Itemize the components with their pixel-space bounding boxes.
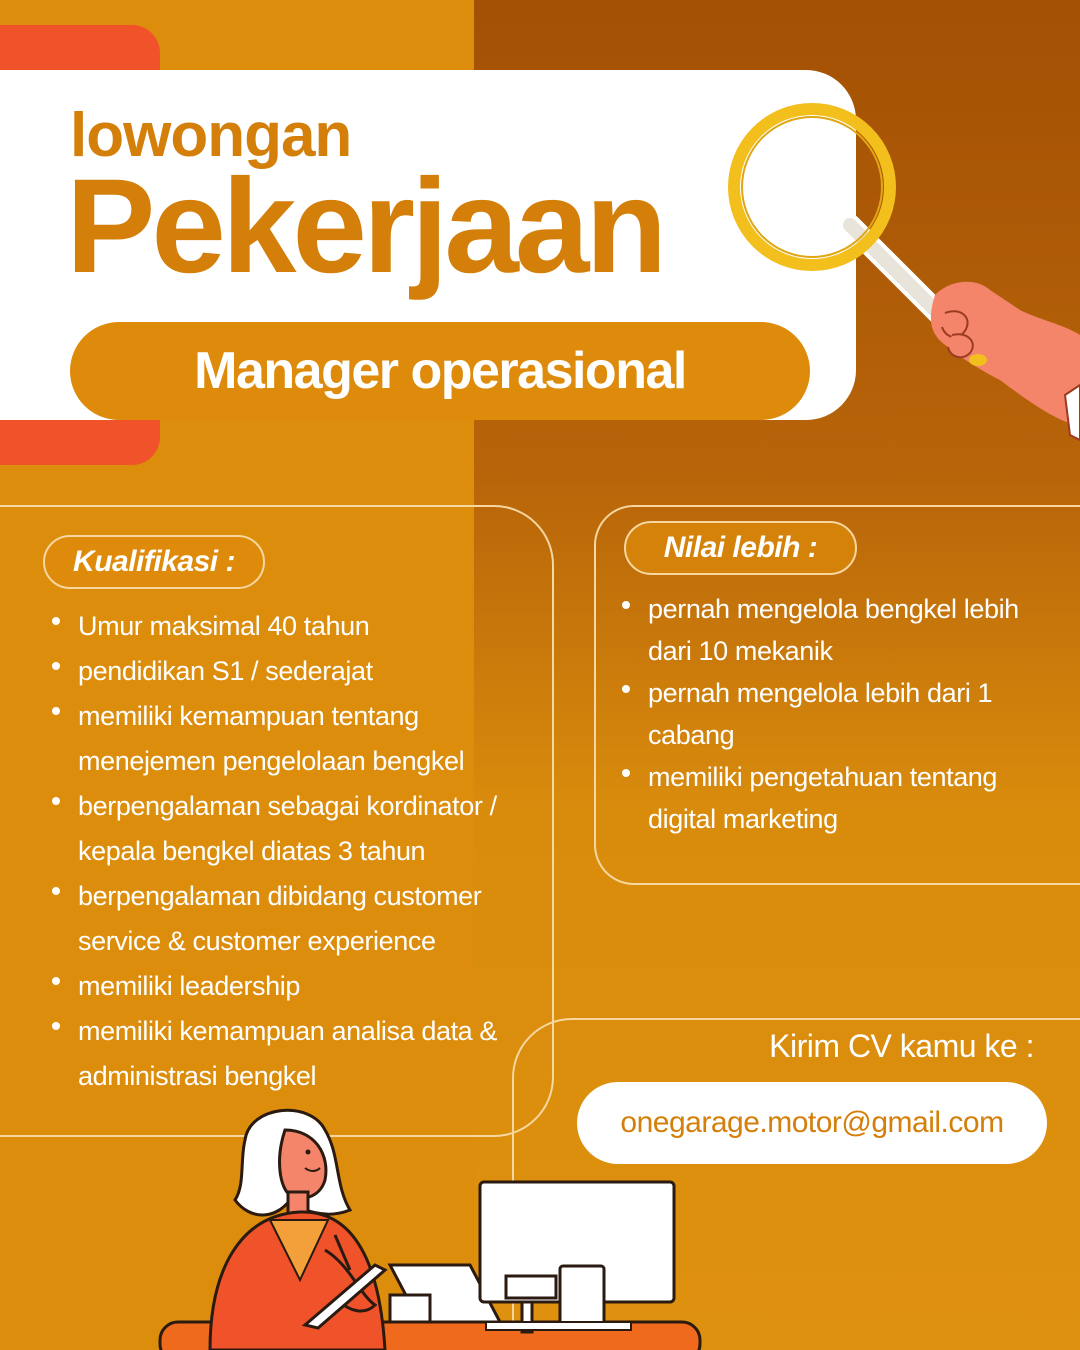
woman-at-desk-illustration xyxy=(150,1100,710,1350)
contact-label: Kirim CV kamu ke : xyxy=(769,1028,1034,1064)
email-link[interactable]: onegarage.motor@gmail.com xyxy=(577,1082,1047,1164)
nilai-lebih-label: Nilai lebih : xyxy=(624,521,857,575)
title-small: lowongan xyxy=(70,101,352,170)
list-item: memiliki pengetahuan tentang digital marketing xyxy=(620,756,1040,840)
nilai-lebih-list xyxy=(620,588,1040,840)
kualifikasi-label: Kualifikasi : xyxy=(43,535,265,589)
list-item: memiliki kemampuan tentang menejemen pengelolaan bengkel xyxy=(50,694,550,784)
list-item: Umur maksimal 40 tahun xyxy=(50,604,550,649)
list-item: memiliki kemampuan analisa data & administrasi bengkel xyxy=(50,1009,550,1099)
list-item: pernah mengelola bengkel lebih dari 10 mekanik xyxy=(620,588,1040,672)
position-badge: Manager operasional xyxy=(70,322,810,420)
list-item: pernah mengelola lebih dari 1 cabang xyxy=(620,672,1040,756)
list-item: berpengalaman sebagai kordinator / kepala bengkel diatas 3 tahun xyxy=(50,784,550,874)
list-item: pendidikan S1 / sederajat xyxy=(50,649,550,694)
kualifikasi-list xyxy=(50,604,550,1099)
magnifying-glass-icon xyxy=(720,95,1080,455)
page-title: Pekerjaan xyxy=(66,152,664,301)
list-item: berpengalaman dibidang customer service & customer experience xyxy=(50,874,550,964)
list-item: memiliki leadership xyxy=(50,964,550,1009)
